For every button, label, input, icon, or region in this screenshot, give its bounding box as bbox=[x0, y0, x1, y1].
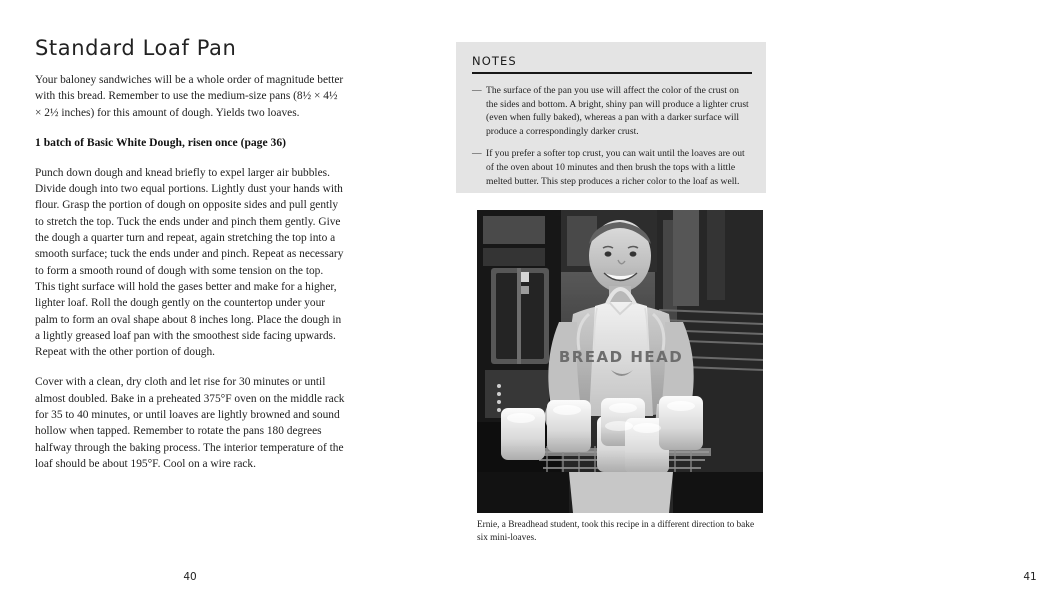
ingredient-subhead: 1 batch of Basic White Dough, risen once (page 36) bbox=[35, 135, 286, 149]
recipe-body bbox=[35, 72, 345, 472]
em-dash-icon: — bbox=[472, 148, 482, 160]
right-page bbox=[400, 0, 1037, 600]
page-title: Standard Loaf Pan bbox=[35, 36, 237, 60]
notes-heading: NOTES bbox=[472, 54, 517, 68]
svg-text:BREAD HEAD: BREAD HEAD bbox=[558, 348, 684, 366]
intro-paragraph: Your baloney sandwiches will be a whole order of magnitude better with this bread. Remember to use the medium-size pans (8½ × 4½ × 2½ inches) for this amount of dough. Yields two loaves. bbox=[35, 74, 344, 119]
photo-illustration bbox=[477, 210, 763, 513]
em-dash-icon: — bbox=[472, 85, 482, 96]
recipe-photo bbox=[477, 210, 763, 513]
method-paragraph-1: Punch down dough and knead briefly to expel larger air bubbles. Divide dough into two equal portions. Lightly dust your hands with flour. Grasp the portion of dough on opposite sides and pull gently to stretch the top. Tuck the ends under and pinch them gently. Give the dough a quarter turn and repeat, again stretching the top into a smooth surface; tuck the ends under and pinch. Repeat as necessary to form a smooth round of dough with some tension on the top. This tight surface will hold the gases better and make for a higher, lighter loaf. Roll the dough gently on the countertop under your palm to form an oval shape about 8 inches long. Place the dough in a lightly greased loaf pan with the smoothest side facing upwards. Repeat with the other portion of dough. bbox=[35, 166, 344, 359]
note-text: The surface of the pan you use will affect the color of the crust on the sides and bottom. A bright, shiny pan will produce a lighter crust (even when fully baked), whereas a pan with a darker surface will produce a correspondingly darker crust. bbox=[486, 85, 749, 137]
note-text: If you prefer a softer top crust, you can wait until the loaves are out of the oven about 10 minutes and then brush the tops with a little melted butter. This step produces a richer color to the loaf as well. bbox=[486, 148, 745, 187]
notes-divider bbox=[472, 72, 752, 74]
page-number-left: 40 bbox=[183, 571, 197, 583]
left-page bbox=[0, 0, 400, 600]
notes-box bbox=[456, 42, 766, 193]
note-item bbox=[472, 147, 752, 188]
note-item bbox=[472, 84, 752, 138]
method-paragraph-2: Cover with a clean, dry cloth and let rise for 30 minutes or until almost doubled. Bake in a preheated 375°F oven on the middle rack for 35 to 40 minutes, or until loaves are lightly browned and sound hollow when tapped. Remember to rotate the pans 180 degrees halfway through the baking process. The interior temperature of the loaf should be about 195°F. Cool on a wire rack. bbox=[35, 376, 345, 470]
page-number-right: 41 bbox=[1023, 571, 1037, 583]
photo-caption: Ernie, a Breadhead student, took this recipe in a different direction to bake six mini-loaves. bbox=[477, 520, 755, 543]
